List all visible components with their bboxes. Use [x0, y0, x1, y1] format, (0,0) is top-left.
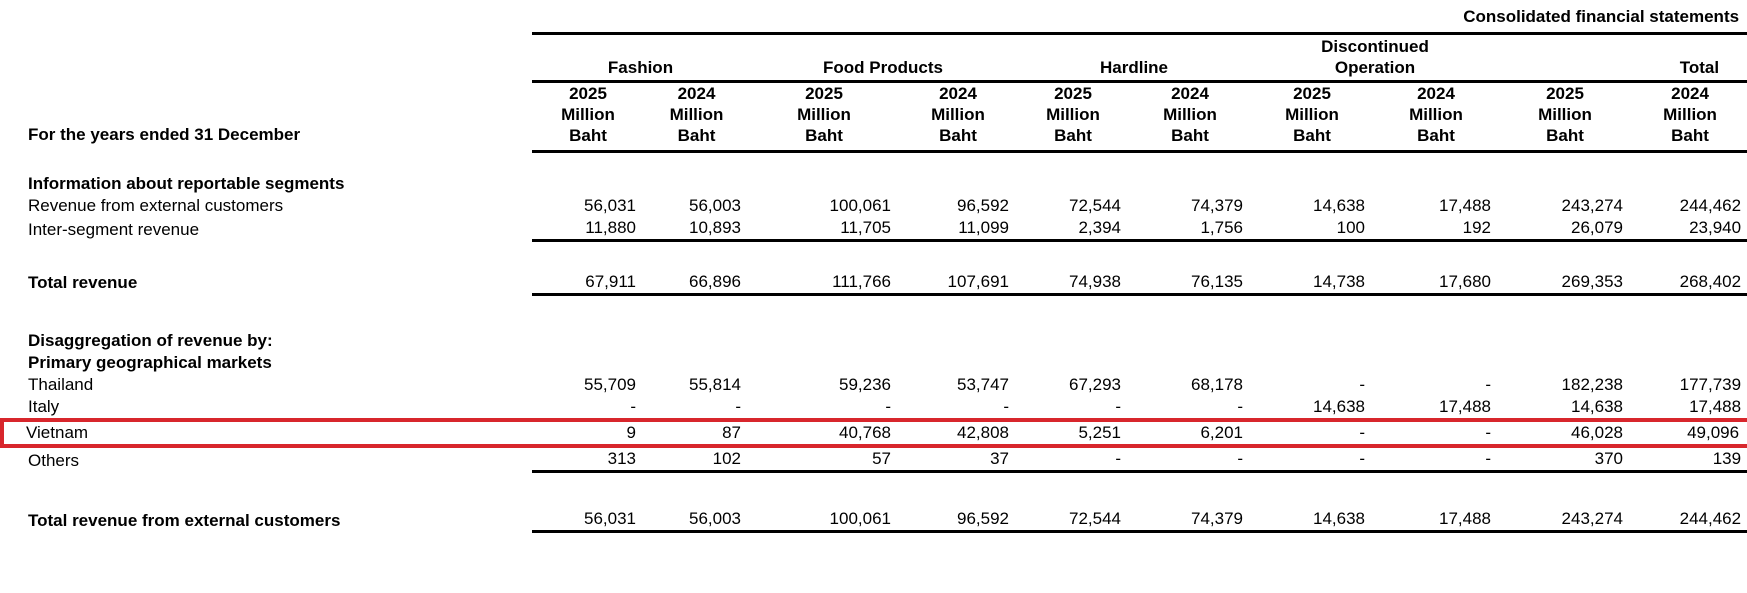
value-cell: 26,079 — [1499, 217, 1631, 241]
value-cell: - — [885, 397, 891, 416]
column-header-2025-0 — [532, 81, 644, 151]
group-header-food-products — [749, 33, 1017, 81]
row-spacer — [2, 472, 1747, 508]
column-header-2025-8 — [1499, 81, 1631, 151]
value-cell: 14,638 — [1571, 397, 1623, 416]
group-label-line2: Operation — [1334, 57, 1416, 77]
value-cell: 37 — [899, 446, 1017, 472]
row-label: Total revenue from external customers — [28, 510, 341, 530]
year-label: 2024 — [939, 83, 977, 103]
value-cell: 17,488 — [1439, 397, 1491, 416]
value-cell: 74,379 — [1129, 508, 1251, 532]
year-label: 2024 — [1171, 83, 1209, 103]
row-label: Total revenue — [28, 273, 138, 292]
value-cell: - — [735, 397, 741, 416]
year-label: 2024 — [1671, 83, 1709, 103]
value-cell: 66,896 — [644, 271, 749, 295]
row-spacer — [2, 294, 1747, 330]
value-cell: 102 — [644, 446, 749, 472]
column-header-2024-5 — [1129, 81, 1251, 151]
unit-baht-label: Baht — [1546, 125, 1584, 145]
row-spacer — [2, 151, 1747, 173]
group-header-discontinued-operation — [1251, 33, 1499, 81]
unit-million-label: Million — [1538, 104, 1592, 124]
row-total-revenue-from-external-customers — [2, 508, 1747, 532]
value-cell: 17,488 — [1373, 508, 1499, 532]
column-header-2024-1 — [644, 81, 749, 151]
column-header-2024-7 — [1373, 81, 1499, 151]
column-header-2024-9 — [1631, 81, 1747, 151]
value-cell: - — [1373, 420, 1499, 446]
value-cell: 87 — [644, 420, 749, 446]
value-cell: - — [1373, 446, 1499, 472]
unit-baht-label: Baht — [939, 125, 977, 145]
year-label: 2025 — [569, 83, 607, 103]
value-cell: - — [1017, 446, 1129, 472]
row-label: Others — [28, 450, 80, 470]
year-label: 2024 — [677, 83, 716, 103]
year-label: 2025 — [1546, 83, 1584, 103]
row-label: Primary geographical markets — [28, 353, 272, 372]
value-cell: 111,766 — [749, 271, 899, 295]
row-primary-geographical-markets — [2, 352, 1747, 374]
unit-baht-label: Baht — [1417, 125, 1455, 145]
value-cell: 107,691 — [899, 271, 1017, 295]
row-label: Revenue from external customers — [28, 196, 284, 215]
group-header-total — [1499, 33, 1747, 81]
empty-corner-cell — [2, 0, 532, 33]
row-italy — [2, 396, 1747, 420]
unit-million-label: Million — [931, 104, 985, 124]
value-cell: 53,747 — [957, 375, 1009, 394]
row-inter-segment-revenue — [2, 217, 1747, 241]
value-cell: 177,739 — [1679, 375, 1742, 394]
row-label: Information about reportable segments — [28, 174, 345, 193]
value-cell: - — [1237, 397, 1243, 416]
unit-baht-label: Baht — [1054, 125, 1092, 145]
row-label: Thailand — [28, 375, 94, 394]
value-cell: 55,709 — [584, 375, 636, 394]
value-cell: 14,738 — [1251, 271, 1373, 295]
value-cell: 11,705 — [749, 217, 899, 241]
value-cell: 76,135 — [1129, 271, 1251, 295]
value-cell: 57 — [749, 446, 899, 472]
row-total-revenue — [2, 271, 1747, 295]
value-cell: 17,488 — [1689, 397, 1742, 416]
group-header-hardline — [1017, 33, 1251, 81]
value-cell: 192 — [1373, 217, 1499, 241]
value-cell: 10,893 — [644, 217, 749, 241]
group-label-line1: Discontinued — [1321, 36, 1429, 56]
column-header-2025-6 — [1251, 81, 1373, 151]
value-cell: 11,880 — [532, 217, 644, 241]
value-cell: - — [1485, 375, 1491, 394]
value-cell: 182,238 — [1561, 375, 1623, 394]
unit-million-label: Million — [1285, 104, 1339, 124]
spacer-cell — [2, 151, 1747, 173]
value-cell: 11,099 — [899, 217, 1017, 241]
group-label: Total — [1679, 57, 1720, 77]
unit-million-label: Million — [797, 104, 851, 124]
value-cell: 6,201 — [1129, 420, 1251, 446]
value-cell: 313 — [532, 446, 644, 472]
year-unit-header-row — [2, 81, 1747, 151]
value-cell: 49,096 — [1631, 420, 1747, 446]
value-cell: 17,488 — [1439, 196, 1491, 215]
value-cell: 269,353 — [1499, 271, 1631, 295]
group-header-fashion — [532, 33, 749, 81]
row-others — [2, 446, 1747, 472]
year-label: 2024 — [1417, 83, 1455, 103]
value-cell: 56,031 — [584, 196, 636, 215]
row-spacer — [2, 241, 1747, 271]
segment-group-header-row — [2, 33, 1747, 81]
year-label: 2025 — [805, 83, 843, 103]
group-label: Fashion — [607, 57, 674, 77]
unit-million-label: Million — [1663, 104, 1717, 124]
value-cell: 74,938 — [1017, 271, 1129, 295]
value-cell: 67,911 — [532, 271, 644, 295]
value-cell: 14,638 — [1313, 196, 1365, 215]
unit-million-label: Million — [1163, 104, 1217, 124]
unit-million-label: Million — [669, 104, 724, 124]
column-header-2024-3 — [899, 81, 1017, 151]
value-cell: 14,638 — [1313, 397, 1365, 416]
value-cell: 56,003 — [644, 508, 749, 532]
value-cell: - — [1003, 397, 1009, 416]
unit-baht-label: Baht — [1171, 125, 1209, 145]
column-header-2025-4 — [1017, 81, 1129, 151]
value-cell: 74,379 — [1191, 196, 1243, 215]
value-cell: 42,808 — [899, 420, 1017, 446]
value-cell: 100,061 — [749, 508, 899, 532]
value-cell: 243,274 — [1561, 196, 1623, 215]
value-cell: 244,462 — [1631, 508, 1747, 532]
unit-baht-label: Baht — [569, 125, 607, 145]
row-information-about-reportable-segments — [2, 173, 1747, 195]
group-label: Food Products — [823, 57, 943, 77]
value-cell: 56,031 — [532, 508, 644, 532]
value-cell: 370 — [1499, 446, 1631, 472]
value-cell: 55,814 — [689, 375, 741, 394]
value-cell: 17,680 — [1373, 271, 1499, 295]
spacer-cell — [2, 241, 1747, 271]
value-cell: - — [1359, 375, 1365, 394]
spacer-cell — [2, 294, 1747, 330]
value-cell: 40,768 — [749, 420, 899, 446]
unit-baht-label: Baht — [1293, 125, 1331, 145]
value-cell: 9 — [532, 420, 644, 446]
value-cell: 67,293 — [1069, 375, 1121, 394]
value-cell: 2,394 — [1017, 217, 1129, 241]
row-revenue-from-external-customers — [2, 195, 1747, 217]
unit-baht-label: Baht — [677, 125, 716, 145]
row-label: Inter-segment revenue — [28, 219, 200, 239]
value-cell: 59,236 — [839, 375, 891, 394]
spacer-cell — [2, 472, 1747, 508]
row-label: Vietnam — [2, 420, 532, 446]
value-cell: 23,940 — [1631, 217, 1747, 241]
highlighted-row-vietnam — [2, 420, 1747, 446]
value-cell: - — [630, 397, 636, 416]
unit-million-label: Million — [1046, 104, 1100, 124]
value-cell: 96,592 — [899, 508, 1017, 532]
value-cell: 100,061 — [829, 196, 891, 215]
value-cell: 68,178 — [1191, 375, 1243, 394]
value-cell: - — [1251, 446, 1373, 472]
year-label: 2025 — [1293, 83, 1331, 103]
value-cell: 100 — [1251, 217, 1373, 241]
value-cell: - — [1129, 446, 1251, 472]
years-ended-label: For the years ended 31 December — [28, 125, 301, 144]
value-cell: 139 — [1631, 446, 1747, 472]
value-cell: 14,638 — [1251, 508, 1373, 532]
value-cell: 5,251 — [1017, 420, 1129, 446]
unit-million-label: Million — [561, 104, 615, 124]
value-cell: 268,402 — [1631, 271, 1747, 295]
consolidated-title: Consolidated financial statements — [532, 0, 1747, 33]
unit-million-label: Million — [1409, 104, 1463, 124]
year-label: 2025 — [1054, 83, 1092, 103]
value-cell: 244,462 — [1679, 196, 1742, 215]
consolidated-title-row — [2, 0, 1747, 33]
empty-label-cell — [2, 33, 532, 81]
value-cell: 96,592 — [957, 196, 1009, 215]
value-cell: 46,028 — [1499, 420, 1631, 446]
group-label: Hardline — [1099, 57, 1169, 77]
value-cell: 1,756 — [1129, 217, 1251, 241]
value-cell: 72,544 — [1017, 508, 1129, 532]
value-cell: - — [1115, 397, 1121, 416]
row-disaggregation-of-revenue-by — [2, 330, 1747, 352]
row-label: Italy — [28, 397, 60, 416]
row-thailand — [2, 374, 1747, 396]
value-cell: 72,544 — [1069, 196, 1121, 215]
value-cell: 56,003 — [689, 196, 741, 215]
unit-baht-label: Baht — [1671, 125, 1709, 145]
unit-baht-label: Baht — [805, 125, 843, 145]
value-cell: - — [1251, 420, 1373, 446]
row-label: Disaggregation of revenue by: — [28, 331, 273, 350]
value-cell: 243,274 — [1499, 508, 1631, 532]
column-header-2025-2 — [749, 81, 899, 151]
